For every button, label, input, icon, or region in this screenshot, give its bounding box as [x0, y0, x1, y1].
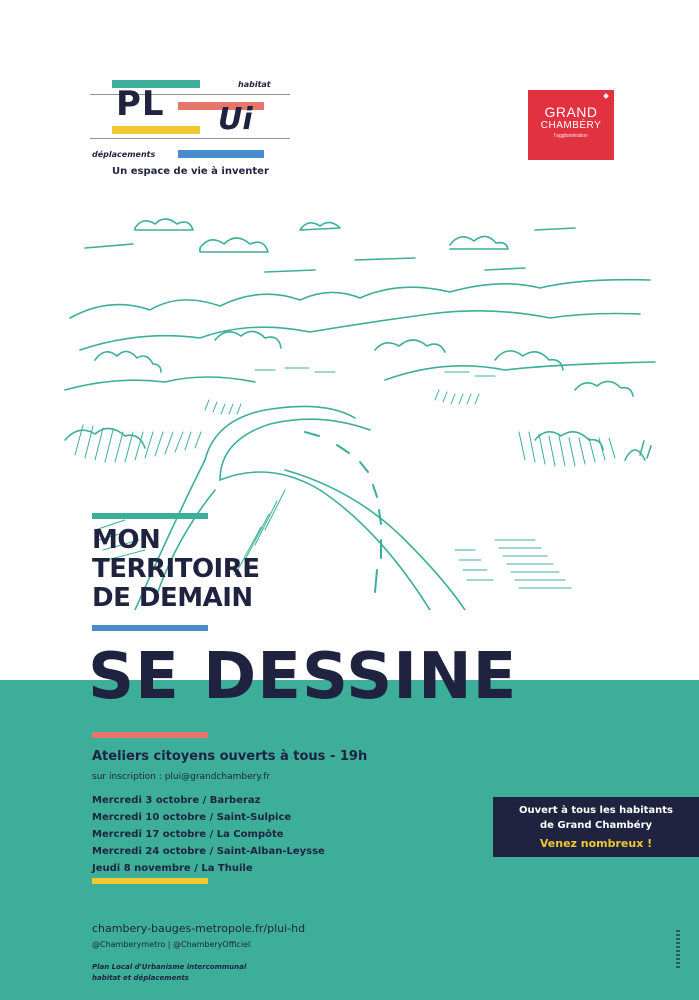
logo-bar-yellow [112, 126, 200, 134]
grand-chambery-logo [528, 90, 614, 160]
event-item: Jeudi 8 novembre / La Thuile [92, 863, 253, 874]
plan-line2: habitat et déplacements [92, 974, 189, 982]
event-item: Mercredi 3 octobre / Barberaz [92, 795, 261, 806]
plan-description [92, 962, 246, 984]
plui-logo [90, 70, 290, 185]
accent-bar-teal [92, 513, 208, 519]
info-line3: Venez nombreux ! [539, 837, 653, 850]
website-link[interactable]: chambery-bauges-metropole.fr/plui-hd [92, 922, 306, 935]
logo-diamond-icon [603, 93, 609, 99]
logo-bar-blue [178, 150, 264, 158]
info-line1: Ouvert à tous les habitants [518, 805, 674, 816]
accent-bar-salmon [92, 732, 208, 738]
partner-line2: CHAMBÉRY [540, 120, 602, 131]
logo-rule [90, 138, 290, 139]
event-item: Mercredi 17 octobre / La Compôte [92, 829, 284, 840]
vertical-credit-mark [676, 930, 680, 970]
logo-ui-text: Ui [218, 102, 253, 137]
ateliers-title: Ateliers citoyens ouverts à tous - 19h [92, 749, 368, 764]
info-line2: de Grand Chambéry [539, 820, 653, 831]
logo-pl-text: PL [116, 84, 165, 124]
accent-bar-blue [92, 625, 208, 631]
logo-tagline: Un espace de vie à inventer [112, 166, 269, 177]
logo-deplacements-label: déplacements [92, 150, 156, 159]
headline-line2: TERRITOIRE [92, 554, 260, 584]
headline-line1: MON [92, 525, 161, 555]
partner-line1: GRAND [544, 104, 598, 120]
accent-bar-yellow [92, 878, 208, 884]
headline-line3: DE DEMAIN [92, 583, 253, 613]
partner-line3: l'agglomération [554, 133, 588, 139]
logo-habitat-label: habitat [238, 80, 271, 89]
headline-big: SE DESSINE [88, 640, 518, 714]
headline-block [92, 526, 260, 613]
event-item: Mercredi 24 octobre / Saint-Alban-Leysse [92, 846, 325, 857]
info-box [493, 797, 699, 857]
plan-line1: Plan Local d'Urbanisme intercommunal [92, 963, 247, 971]
event-list [92, 792, 325, 877]
social-handles: @Chamberymetro | @ChamberyOfficiel [92, 940, 251, 949]
inscription-text: sur inscription : plui@grandchambery.fr [92, 772, 271, 782]
event-item: Mercredi 10 octobre / Saint-Sulpice [92, 812, 292, 823]
